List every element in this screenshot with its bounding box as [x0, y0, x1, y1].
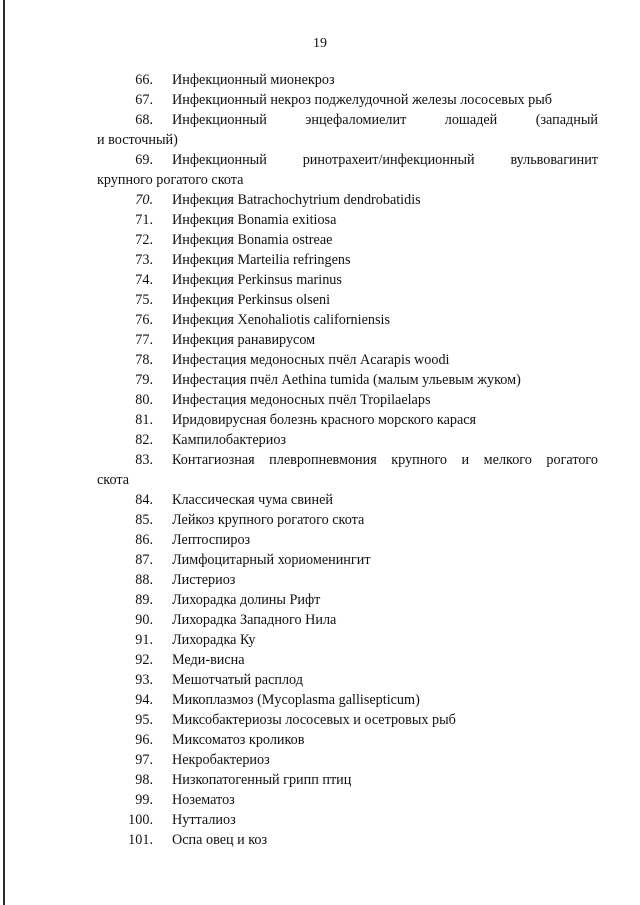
- list-item: [0, 450, 640, 490]
- list-item: [0, 490, 640, 510]
- item-text: Инфекция Marteilia refringens: [172, 252, 351, 268]
- item-number: 75.: [135, 292, 153, 308]
- item-number: 94.: [135, 692, 153, 708]
- list-item: [0, 830, 640, 850]
- item-text: Классическая чума свиней: [172, 492, 333, 508]
- list-item: [0, 70, 640, 90]
- item-number: 66.: [135, 72, 153, 88]
- list-item: [0, 330, 640, 350]
- item-text: Инфекция Bonamia ostreae: [172, 232, 333, 248]
- list-item: [0, 350, 640, 370]
- list-item: [0, 410, 640, 430]
- item-text: Инфекционный некроз поджелудочной железы лососевых рыб: [172, 92, 552, 108]
- item-number: 99.: [135, 792, 153, 808]
- item-text: Миксоматоз кроликов: [172, 732, 305, 748]
- list-item: [0, 590, 640, 610]
- item-text: Лихорадка Ку: [172, 632, 256, 648]
- item-number: 92.: [135, 652, 153, 668]
- list-item: [0, 810, 640, 830]
- list-item: [0, 710, 640, 730]
- item-text-line2: скота: [97, 472, 130, 488]
- item-number: 76.: [135, 312, 153, 328]
- list-item: [0, 370, 640, 390]
- item-text-line2: крупного рогатого скота: [97, 172, 244, 188]
- item-number: 74.: [135, 272, 153, 288]
- list-item: [0, 110, 640, 150]
- item-number: 97.: [135, 752, 153, 768]
- list-item: [0, 430, 640, 450]
- item-number: 101.: [128, 832, 153, 848]
- item-text: Инфестация медоносных пчёл Acarapis woodi: [172, 352, 450, 368]
- list-item: [0, 690, 640, 710]
- list-item: [0, 250, 640, 270]
- item-text: Инфестация пчёл Aethina tumida (малым ульевым жуком): [172, 372, 521, 388]
- item-text: Микоплазмоз (Mycoplasma gallisepticum): [172, 692, 420, 708]
- list-item: [0, 610, 640, 630]
- item-number: 84.: [135, 492, 153, 508]
- list-item: [0, 290, 640, 310]
- item-number: 79.: [135, 372, 153, 388]
- item-text: Иридовирусная болезнь красного морского карася: [172, 412, 477, 428]
- item-text: Миксобактериозы лососевых и осетровых рыб: [172, 712, 456, 728]
- item-text-line2: и восточный): [97, 132, 178, 148]
- list-item: [0, 230, 640, 250]
- item-number: 81.: [135, 412, 153, 428]
- item-number: 80.: [135, 392, 153, 408]
- item-number: 86.: [135, 532, 153, 548]
- item-text: Инфекция Batrachochytrium dendrobatidis: [172, 192, 421, 208]
- list-item: [0, 510, 640, 530]
- disease-list: [0, 70, 640, 850]
- item-text: Некробактериоз: [172, 752, 270, 768]
- list-item: [0, 190, 640, 210]
- list-item: [0, 550, 640, 570]
- item-number: 96.: [135, 732, 153, 748]
- item-number: 72.: [135, 232, 153, 248]
- item-number: 73.: [135, 252, 153, 268]
- item-text: Лимфоцитарный хориоменингит: [172, 552, 371, 568]
- list-item: [0, 310, 640, 330]
- item-number: 85.: [135, 512, 153, 528]
- item-text: Кампилобактериоз: [172, 432, 287, 448]
- list-item: [0, 730, 640, 750]
- item-text: Инфекция Perkinsus marinus: [172, 272, 342, 288]
- item-text: Листериоз: [172, 572, 236, 588]
- item-text-line1: Контагиозная плевропневмония крупного и мелкого рогатого: [172, 452, 598, 468]
- item-text: Лихорадка Западного Нила: [172, 612, 337, 628]
- list-item: [0, 670, 640, 690]
- page-number: 19: [313, 36, 327, 51]
- item-number: 98.: [135, 772, 153, 788]
- item-text: Инфекция Xenohaliotis californiensis: [172, 312, 390, 328]
- item-text: Нозематоз: [172, 792, 235, 808]
- item-text: Лейкоз крупного рогатого скота: [172, 512, 365, 528]
- item-text: Оспа овец и коз: [172, 832, 268, 848]
- item-text: Инфестация медоносных пчёл Tropilaelaps: [172, 392, 431, 408]
- list-item: [0, 790, 640, 810]
- item-text-line1: Инфекционный ринотрахеит/инфекционный вульвовагинит: [172, 152, 598, 168]
- item-text-line1: Инфекционный энцефаломиелит лошадей (западный: [172, 112, 598, 128]
- list-item: [0, 650, 640, 670]
- list-item: [0, 150, 640, 190]
- item-number: 95.: [135, 712, 153, 728]
- item-number: 68.: [135, 112, 153, 128]
- item-text: Мешотчатый расплод: [172, 672, 303, 688]
- item-number: 78.: [135, 352, 153, 368]
- item-number: 88.: [135, 572, 153, 588]
- list-item: [0, 270, 640, 290]
- list-item: [0, 570, 640, 590]
- item-number: 69.: [135, 152, 153, 168]
- item-number: 82.: [135, 432, 153, 448]
- item-number: 70.: [135, 192, 153, 208]
- item-number: 100.: [128, 812, 153, 828]
- item-number: 71.: [135, 212, 153, 228]
- list-item: [0, 530, 640, 550]
- item-text: Лихорадка долины Рифт: [172, 592, 321, 608]
- item-text: Меди-висна: [172, 652, 245, 668]
- list-item: [0, 210, 640, 230]
- item-text: Инфекция Perkinsus olseni: [172, 292, 331, 308]
- item-number: 87.: [135, 552, 153, 568]
- list-item: [0, 630, 640, 650]
- item-number: 90.: [135, 612, 153, 628]
- item-text: Инфекционный мионекроз: [172, 72, 335, 88]
- item-text: Низкопатогенный грипп птиц: [172, 772, 352, 788]
- list-item: [0, 750, 640, 770]
- list-item: [0, 90, 640, 110]
- item-number: 91.: [135, 632, 153, 648]
- item-text: Лептоспироз: [172, 532, 251, 548]
- item-text: Инфекция ранавирусом: [172, 332, 316, 348]
- item-number: 77.: [135, 332, 153, 348]
- item-number: 89.: [135, 592, 153, 608]
- item-number: 83.: [135, 452, 153, 468]
- list-item: [0, 770, 640, 790]
- list-item: [0, 390, 640, 410]
- item-text: Нутталиоз: [172, 812, 236, 828]
- item-number: 93.: [135, 672, 153, 688]
- item-number: 67.: [135, 92, 153, 108]
- item-text: Инфекция Bonamia exitiosa: [172, 212, 337, 228]
